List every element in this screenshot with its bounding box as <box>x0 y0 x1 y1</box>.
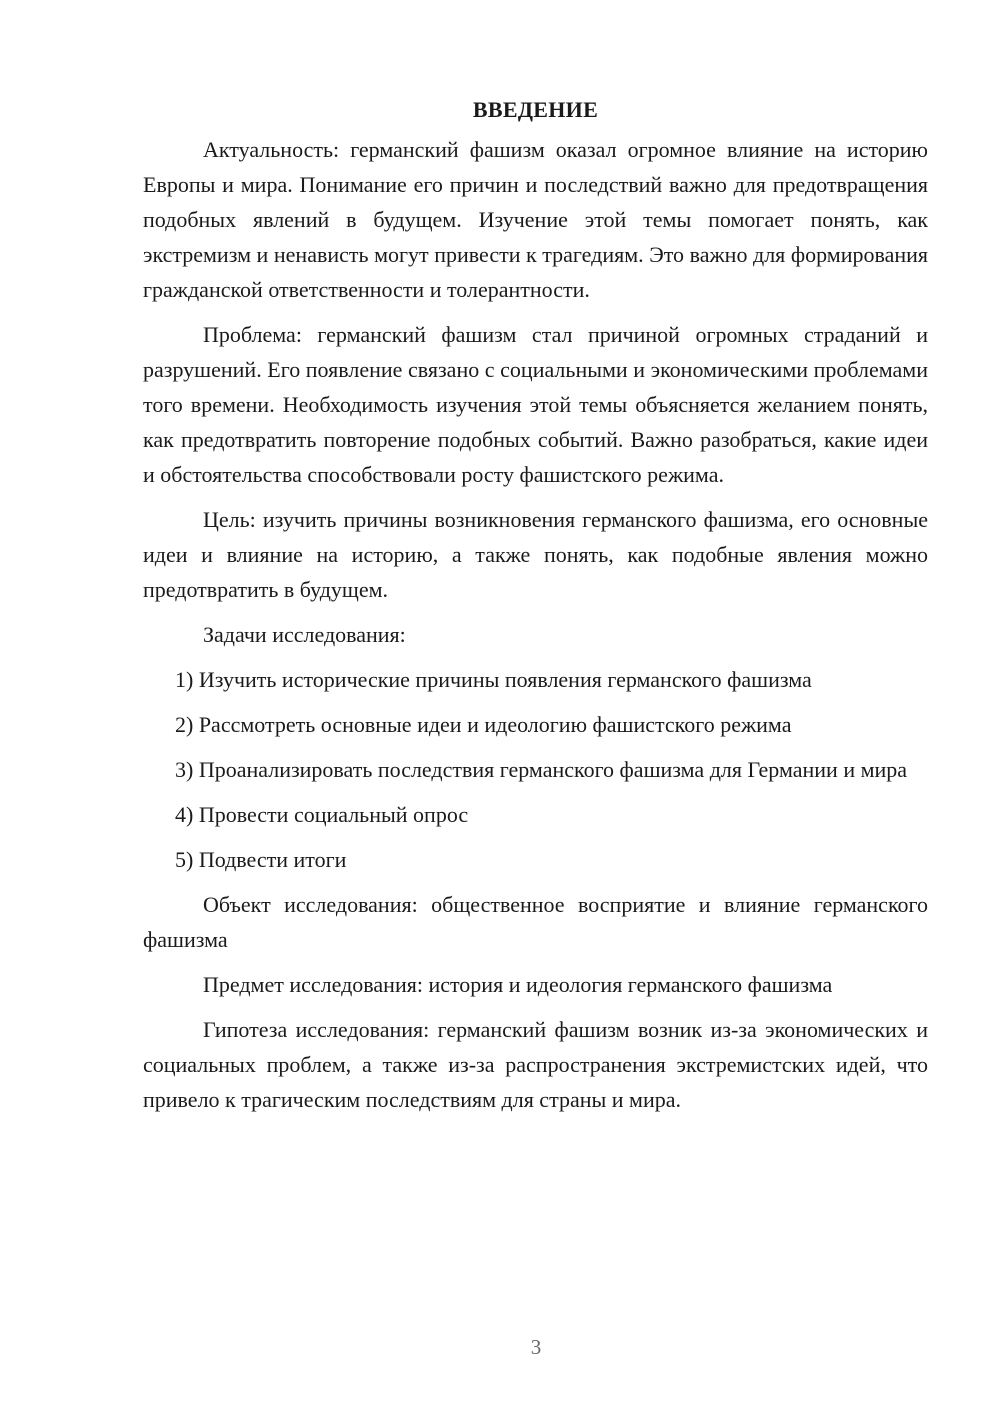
task-item-5: 5) Подвести итоги <box>175 847 347 872</box>
task-item-4: 4) Провести социальный опрос <box>175 802 469 827</box>
problem-paragraph: Проблема: германский фашизм стал причиной огромных страданий и разрушений. Его появление связано с социальными и экономическими проблемами того времени. Необходимость изучения этой темы объясняется желанием понять, как предотвратить повторение подобных событий. Важно разобраться, какие идеи и обстоятельства способствовали росту фашистского режима. <box>143 322 928 487</box>
task-item-2: 2) Рассмотреть основные идеи и идеологию фашистского режима <box>175 712 792 737</box>
goal-paragraph: Цель: изучить причины возникновения германского фашизма, его основные идеи и влияние на историю, а также понять, как подобные явления можно предотвратить в будущем. <box>143 507 928 602</box>
page-content <box>143 92 928 1127</box>
page-number: 3 <box>530 1335 542 1359</box>
hypothesis-paragraph: Гипотеза исследования: германский фашизм возник из-за экономических и социальных проблем, а также из-за распространения экстремистских идей, что привело к трагическим последствиям для страны и мира. <box>143 1017 928 1112</box>
section-heading: ВВЕДЕНИЕ <box>472 97 599 122</box>
tasks-heading: Задачи исследования: <box>203 622 406 647</box>
task-item-1: 1) Изучить исторические причины появления германского фашизма <box>175 667 812 692</box>
relevance-paragraph: Актуальность: германский фашизм оказал огромное влияние на историю Европы и мира. Понимание его причин и последствий важно для предотвращения подобных явлений в будущем. Изучение этой темы помогает понять, как экстремизм и ненависть могут привести к трагедиям. Это важно для формирования гражданской ответственности и толерантности. <box>143 137 928 302</box>
task-item-3: 3) Проанализировать последствия германского фашизма для Германии и мира <box>175 757 908 782</box>
research-subject-paragraph: Предмет исследования: история и идеология германского фашизма <box>203 972 833 997</box>
research-object-paragraph: Объект исследования: общественное восприятие и влияние германского фашизма <box>143 892 928 952</box>
